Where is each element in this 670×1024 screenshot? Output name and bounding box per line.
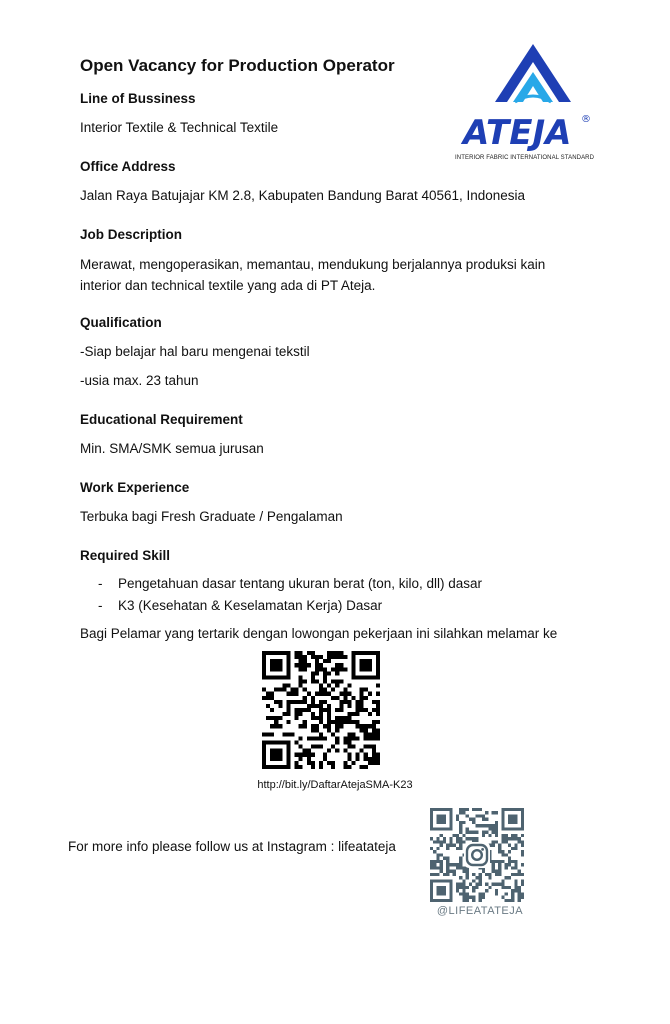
required-skill-item: Pengetahuan dasar tentang ukuran berat (ton, kilo, dll) dasar: [118, 576, 482, 591]
work-experience-heading: Work Experience: [80, 480, 190, 495]
qualification-item: -Siap belajar hal baru mengenai tekstil: [80, 344, 310, 359]
instagram-handle: @LIFEATATEJA: [436, 905, 524, 917]
office-address-value: Jalan Raya Batujajar KM 2.8, Kabupaten Bandung Barat 40561, Indonesia: [80, 188, 526, 203]
ateja-logo-graphic: [455, 40, 605, 152]
bullet-dash: -: [98, 598, 103, 613]
job-description-value: Merawat, mengoperasikan, memantau, mendukung berjalannya produksi kain interior dan technical textile yang ada di PT Ateja.: [80, 257, 546, 293]
job-description-heading: Job Description: [80, 227, 183, 242]
work-experience-value: Terbuka bagi Fresh Graduate / Pengalaman: [80, 509, 343, 524]
page-title: Open Vacancy for Production Operator: [80, 56, 395, 75]
required-skill-heading: Required Skill: [80, 548, 171, 563]
instagram-icon: [464, 842, 490, 868]
required-skill-item: K3 (Kesehatan & Keselamatan Kerja) Dasar: [118, 598, 383, 613]
apply-url-link[interactable]: http://bit.ly/DaftarAtejaSMA-K23: [257, 779, 413, 791]
instagram-qr-code[interactable]: [430, 808, 524, 902]
educational-requirement-heading: Educational Requirement: [80, 412, 243, 427]
list-item: [98, 598, 382, 613]
logo-tagline: INTERIOR FABRIC INTERNATIONAL STANDARD: [455, 155, 595, 161]
bullet-dash: -: [98, 576, 103, 591]
apply-qr-code-graphic: [262, 651, 380, 769]
qualification-item: -usia max. 23 tahun: [80, 373, 199, 388]
line-of-business-value: Interior Textile & Technical Textile: [80, 120, 279, 135]
educational-requirement-value: Min. SMA/SMK semua jurusan: [80, 441, 264, 456]
apply-text: Bagi Pelamar yang tertarik dengan lowongan pekerjaan ini silahkan melamar ke: [80, 626, 558, 641]
list-item: [98, 576, 482, 591]
ateja-logo: [455, 40, 605, 170]
registered-mark: ®: [581, 114, 591, 125]
instagram-follow-text: For more info please follow us at Instagram : lifeatateja: [68, 839, 396, 854]
apply-qr-code[interactable]: [262, 651, 380, 769]
office-address-heading: Office Address: [80, 159, 176, 174]
line-of-business-heading: Line of Bussiness: [80, 91, 196, 106]
qualification-heading: Qualification: [80, 315, 162, 330]
logo-wordmark: ATEJA: [463, 113, 572, 152]
